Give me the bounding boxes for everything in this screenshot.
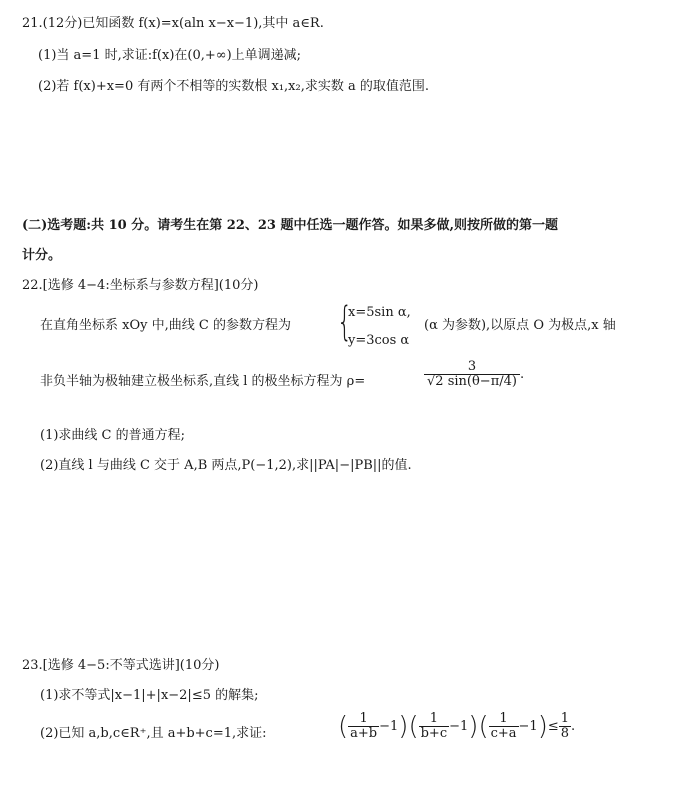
q21-part1: (1)当 a=1 时,求证:f(x)在(0,+∞)上单调递减;: [38, 48, 302, 63]
rhs-den: 8: [560, 726, 570, 741]
f3-num: 1: [489, 712, 519, 727]
f2-num: 1: [419, 712, 450, 727]
q22-title: 22.[选修 4−4:坐标系与参数方程](10分): [22, 278, 259, 293]
f1-den: a+b: [350, 726, 378, 741]
polar-denominator: √2 sin(θ−π/4): [427, 374, 517, 389]
q22-part1: (1)求曲线 C 的普通方程;: [40, 428, 186, 443]
paren-open-2: (: [408, 711, 419, 742]
q21-stem: 21.(12分)已知函数 f(x)=x(aln x−x−1),其中 a∈R.: [22, 16, 324, 31]
q22-polar-fraction: [424, 360, 524, 420]
rhs-num: 1: [560, 711, 570, 726]
q22-polar-before: 非负半轴为极轴建立极坐标系,直线 l 的极坐标方程为 ρ=: [40, 374, 366, 389]
q23-title: 23.[选修 4−5:不等式选讲](10分): [22, 658, 220, 673]
f3-den: c+a: [490, 726, 517, 741]
q22-eq-x: x=5sin α,: [348, 305, 411, 320]
leq-sign: ≤: [547, 719, 559, 734]
q23-end: .: [571, 719, 576, 734]
minus1-1: −1: [379, 719, 399, 734]
q22-intro-before: 在直角坐标系 xOy 中,曲线 C 的参数方程为: [40, 318, 291, 333]
section2-line2: 计分。: [22, 248, 62, 263]
paren-close-1: ): [398, 711, 409, 742]
q23-part1: (1)求不等式|x−1|+|x−2|≤5 的解集;: [40, 688, 259, 703]
polar-numerator: 3: [424, 360, 520, 375]
q22-eq-y: y=3cos α: [348, 333, 410, 348]
q23-part2-before: (2)已知 a,b,c∈R⁺,且 a+b+c=1,求证:: [40, 726, 267, 741]
q22-part2: (2)直线 l 与曲线 C 交于 A,B 两点,P(−1,2),求||PA|−|PB||的值.: [40, 458, 412, 473]
polar-end: .: [520, 367, 525, 382]
q22-intro-after: (α 为参数),以原点 O 为极点,x 轴: [424, 318, 616, 333]
system-brace: {: [337, 299, 353, 345]
section2-line1: (二)选考题:共 10 分。请考生在第 22、23 题中任选一题作答。如果多做,则按所做的第一题: [22, 218, 559, 233]
q23-inequality: [338, 712, 575, 756]
paren-close-3: ): [537, 711, 548, 742]
q21-part2: (2)若 f(x)+x=0 有两个不相等的实数根 x₁,x₂,求实数 a 的取值范围.: [38, 79, 429, 94]
minus1-2: −1: [449, 719, 469, 734]
minus1-3: −1: [518, 719, 538, 734]
f2-den: b+c: [420, 726, 448, 741]
paren-open-3: (: [478, 711, 489, 742]
paren-close-2: ): [468, 711, 479, 742]
f1-num: 1: [348, 712, 379, 727]
paren-open-1: (: [338, 711, 349, 742]
